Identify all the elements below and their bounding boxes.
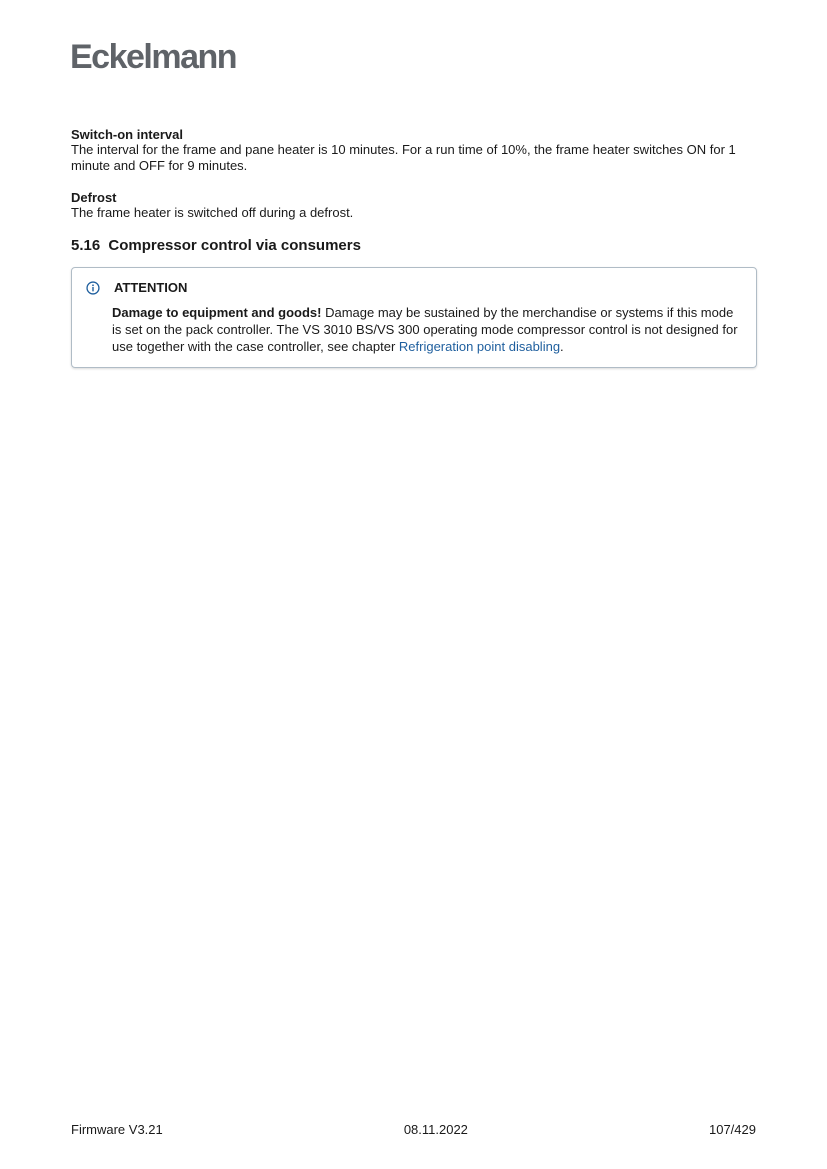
footer-page-number: 107/429 bbox=[708, 1122, 756, 1137]
section-heading-title: Compressor control via consumers bbox=[108, 237, 361, 254]
switch-on-text: The interval for the frame and pane heater is 10 minutes. For a run time of 10%, the frame heater switches ON for 1 minute and OFF for 9 minutes. bbox=[71, 142, 736, 173]
refrigeration-point-disabling-link[interactable]: Refrigeration point disabling bbox=[398, 339, 561, 354]
main-content bbox=[71, 127, 757, 368]
info-circle-icon bbox=[86, 281, 100, 295]
defrost-title: Defrost bbox=[71, 190, 117, 205]
notice-header bbox=[84, 280, 740, 295]
notice-title: ATTENTION bbox=[114, 280, 188, 295]
switch-on-section bbox=[71, 127, 757, 174]
notice-text: Damage may be sustained by the merchandise or systems if this mode is set on the pack controller. The VS 3010 BS/VS 300 operating mode compressor control is not designed for use together with the case controller, see chapter bbox=[112, 305, 738, 354]
attention-notice bbox=[71, 267, 757, 368]
section-number: 5.16 bbox=[71, 237, 101, 254]
page-footer bbox=[71, 1122, 756, 1137]
section-heading bbox=[71, 237, 757, 255]
company-logo: Eckelmann bbox=[70, 38, 237, 76]
footer-firmware: Firmware V3.21 bbox=[71, 1122, 163, 1137]
defrost-text: The frame heater is switched off during a defrost. bbox=[71, 205, 354, 220]
switch-on-title: Switch-on interval bbox=[71, 127, 183, 142]
notice-bold-text: Damage to equipment and goods! bbox=[112, 305, 322, 320]
notice-trailing: . bbox=[560, 339, 564, 354]
notice-body bbox=[112, 304, 740, 355]
defrost-section bbox=[71, 190, 757, 221]
footer-date: 08.11.2022 bbox=[403, 1122, 468, 1137]
